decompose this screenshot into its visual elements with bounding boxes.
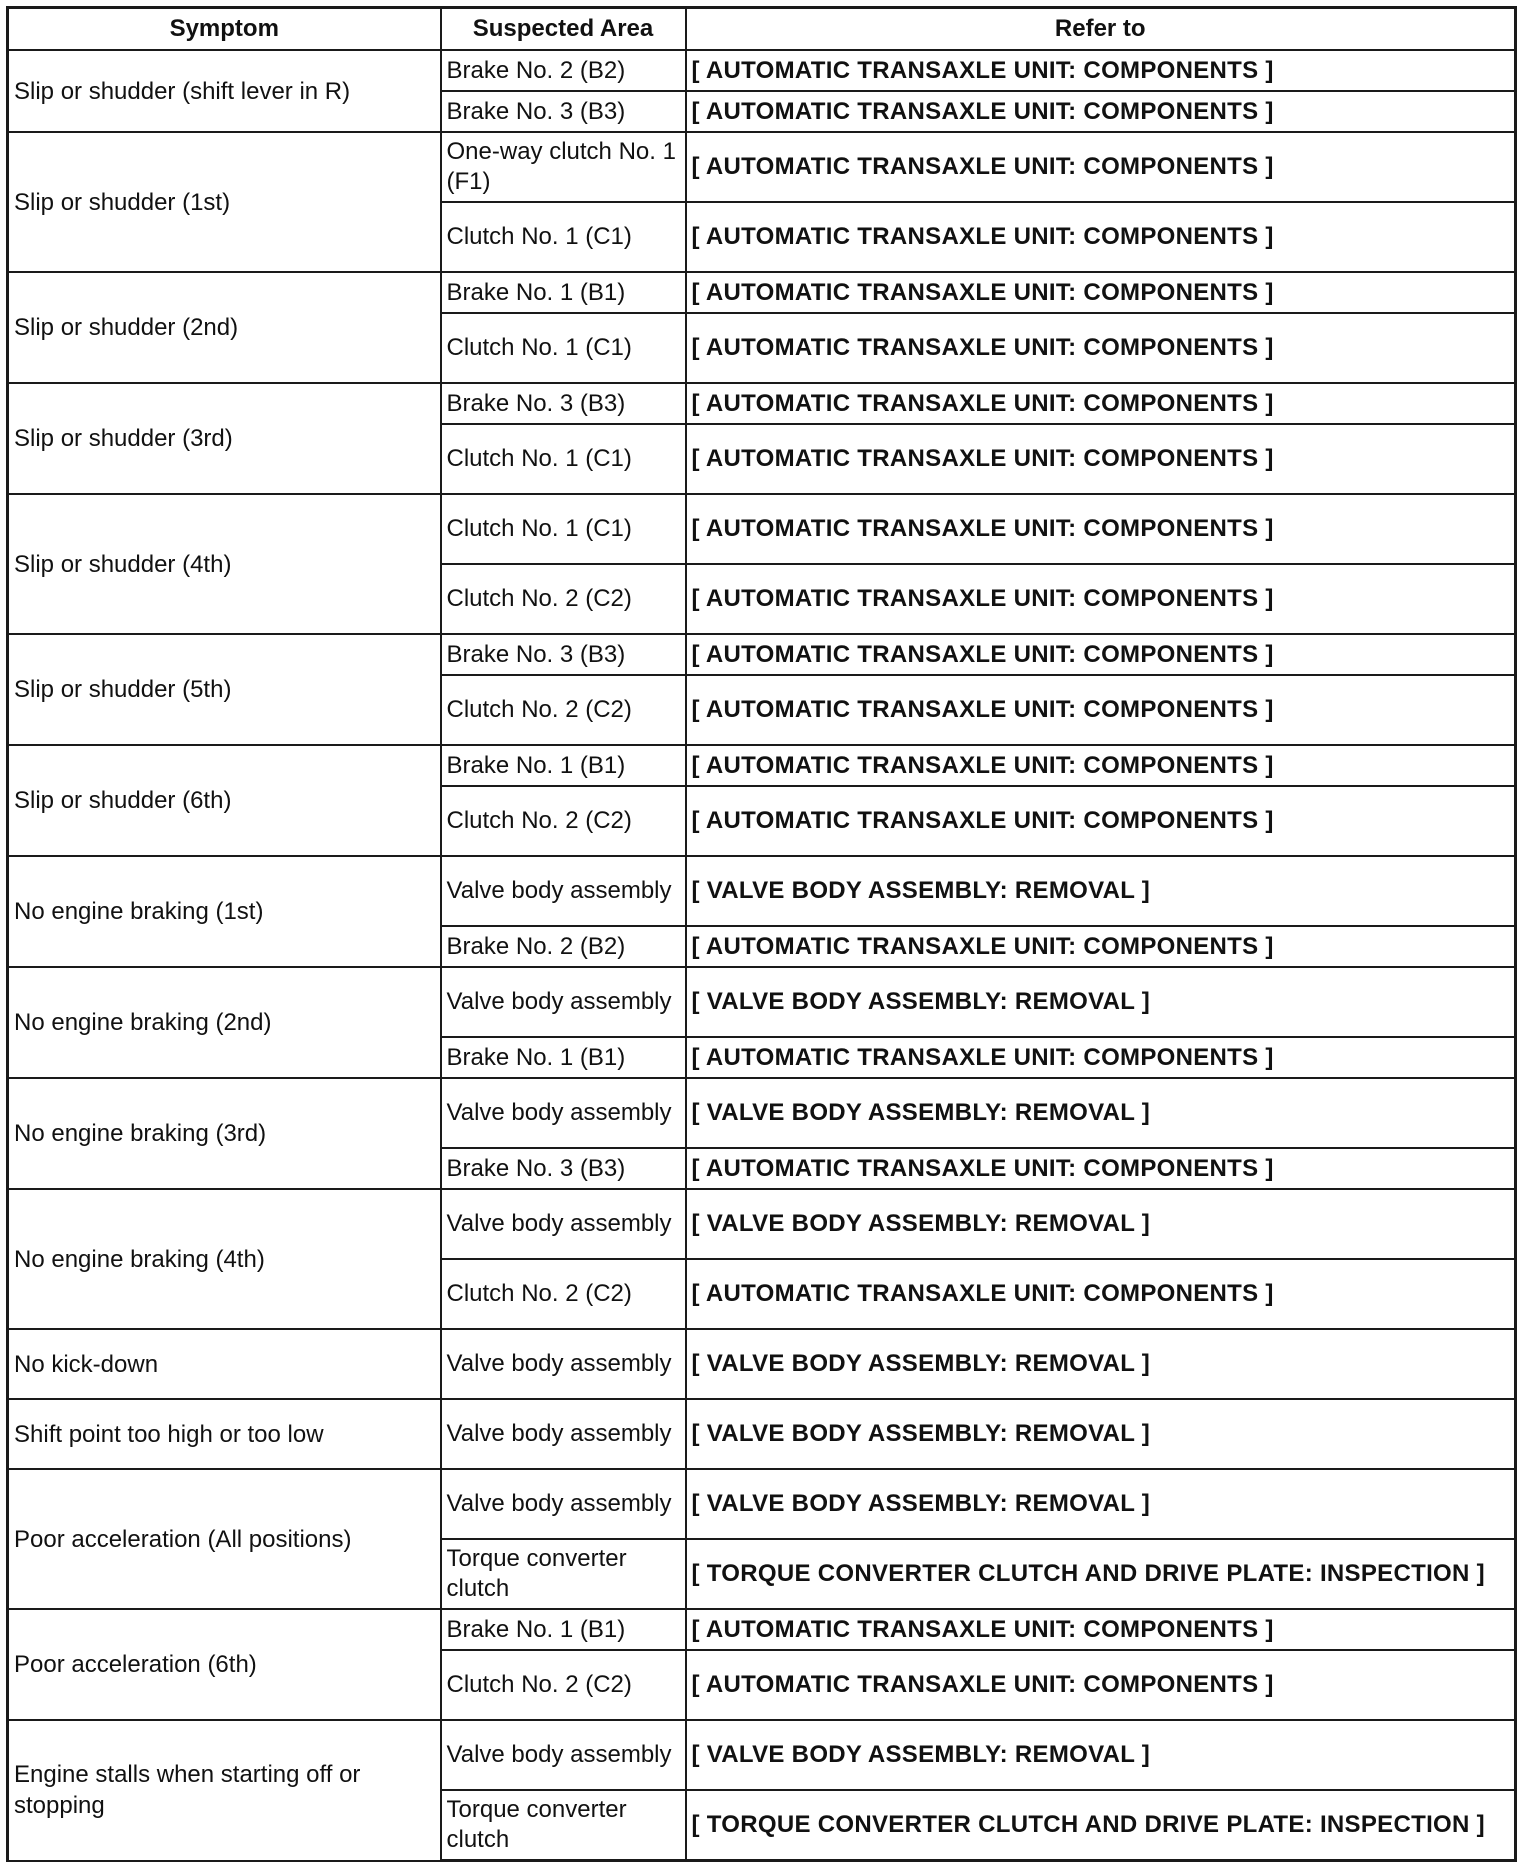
symptom-cell: Slip or shudder (5th) [8, 634, 441, 745]
refer-to-link[interactable]: [ AUTOMATIC TRANSAXLE UNIT: COMPONENTS ] [686, 202, 1516, 272]
refer-to-link[interactable]: [ TORQUE CONVERTER CLUTCH AND DRIVE PLATE: INSPECTION ] [686, 1790, 1516, 1861]
refer-to-link[interactable]: [ AUTOMATIC TRANSAXLE UNIT: COMPONENTS ] [686, 745, 1516, 786]
suspected-area-cell: Clutch No. 2 (C2) [441, 786, 686, 856]
suspected-area-cell: Clutch No. 2 (C2) [441, 564, 686, 634]
symptom-cell: Slip or shudder (3rd) [8, 383, 441, 494]
table-row [8, 1189, 1516, 1259]
refer-to-link[interactable]: [ AUTOMATIC TRANSAXLE UNIT: COMPONENTS ] [686, 1609, 1516, 1650]
refer-to-link[interactable]: [ VALVE BODY ASSEMBLY: REMOVAL ] [686, 1399, 1516, 1469]
refer-to-link[interactable]: [ VALVE BODY ASSEMBLY: REMOVAL ] [686, 967, 1516, 1037]
troubleshooting-table [6, 6, 1517, 1862]
symptom-cell: Slip or shudder (4th) [8, 494, 441, 634]
refer-to-link[interactable]: [ AUTOMATIC TRANSAXLE UNIT: COMPONENTS ] [686, 1650, 1516, 1720]
header-row [8, 8, 1516, 51]
header-refer-to: Refer to [686, 8, 1516, 51]
suspected-area-cell: Brake No. 3 (B3) [441, 383, 686, 424]
refer-to-link[interactable]: [ VALVE BODY ASSEMBLY: REMOVAL ] [686, 1329, 1516, 1399]
symptom-cell: Engine stalls when starting off or stopping [8, 1720, 441, 1861]
refer-to-link[interactable]: [ AUTOMATIC TRANSAXLE UNIT: COMPONENTS ] [686, 786, 1516, 856]
refer-to-link[interactable]: [ AUTOMATIC TRANSAXLE UNIT: COMPONENTS ] [686, 1148, 1516, 1189]
table-row [8, 1399, 1516, 1469]
suspected-area-cell: Brake No. 1 (B1) [441, 745, 686, 786]
refer-to-link[interactable]: [ AUTOMATIC TRANSAXLE UNIT: COMPONENTS ] [686, 494, 1516, 564]
symptom-cell: Poor acceleration (6th) [8, 1609, 441, 1720]
symptom-cell: Poor acceleration (All positions) [8, 1469, 441, 1609]
suspected-area-cell: Torque converter clutch [441, 1539, 686, 1609]
suspected-area-cell: Clutch No. 2 (C2) [441, 1259, 686, 1329]
table-row [8, 1329, 1516, 1399]
table-row [8, 272, 1516, 313]
suspected-area-cell: Brake No. 2 (B2) [441, 50, 686, 91]
suspected-area-cell: Clutch No. 1 (C1) [441, 424, 686, 494]
symptom-cell: No engine braking (1st) [8, 856, 441, 967]
refer-to-link[interactable]: [ AUTOMATIC TRANSAXLE UNIT: COMPONENTS ] [686, 564, 1516, 634]
table-row [8, 634, 1516, 675]
refer-to-link[interactable]: [ AUTOMATIC TRANSAXLE UNIT: COMPONENTS ] [686, 634, 1516, 675]
refer-to-link[interactable]: [ AUTOMATIC TRANSAXLE UNIT: COMPONENTS ] [686, 424, 1516, 494]
table-row [8, 856, 1516, 926]
refer-to-link[interactable]: [ AUTOMATIC TRANSAXLE UNIT: COMPONENTS ] [686, 675, 1516, 745]
table-row [8, 383, 1516, 424]
suspected-area-cell: Brake No. 1 (B1) [441, 272, 686, 313]
suspected-area-cell: Valve body assembly [441, 856, 686, 926]
refer-to-link[interactable]: [ AUTOMATIC TRANSAXLE UNIT: COMPONENTS ] [686, 926, 1516, 967]
refer-to-link[interactable]: [ AUTOMATIC TRANSAXLE UNIT: COMPONENTS ] [686, 50, 1516, 91]
symptom-cell: Shift point too high or too low [8, 1399, 441, 1469]
suspected-area-cell: Valve body assembly [441, 967, 686, 1037]
suspected-area-cell: Clutch No. 1 (C1) [441, 202, 686, 272]
symptom-cell: Slip or shudder (2nd) [8, 272, 441, 383]
suspected-area-cell: Brake No. 1 (B1) [441, 1037, 686, 1078]
table-row [8, 494, 1516, 564]
refer-to-link[interactable]: [ VALVE BODY ASSEMBLY: REMOVAL ] [686, 1720, 1516, 1790]
suspected-area-cell: Valve body assembly [441, 1078, 686, 1148]
table-row [8, 132, 1516, 202]
suspected-area-cell: Clutch No. 2 (C2) [441, 1650, 686, 1720]
suspected-area-cell: Brake No. 2 (B2) [441, 926, 686, 967]
refer-to-link[interactable]: [ VALVE BODY ASSEMBLY: REMOVAL ] [686, 1078, 1516, 1148]
suspected-area-cell: Clutch No. 1 (C1) [441, 313, 686, 383]
refer-to-link[interactable]: [ VALVE BODY ASSEMBLY: REMOVAL ] [686, 1189, 1516, 1259]
refer-to-link[interactable]: [ AUTOMATIC TRANSAXLE UNIT: COMPONENTS ] [686, 132, 1516, 202]
suspected-area-cell: Clutch No. 1 (C1) [441, 494, 686, 564]
suspected-area-cell: Clutch No. 2 (C2) [441, 675, 686, 745]
symptom-cell: Slip or shudder (shift lever in R) [8, 50, 441, 132]
table-body [8, 50, 1516, 1861]
refer-to-link[interactable]: [ VALVE BODY ASSEMBLY: REMOVAL ] [686, 1469, 1516, 1539]
symptom-cell: Slip or shudder (1st) [8, 132, 441, 272]
suspected-area-cell: Valve body assembly [441, 1399, 686, 1469]
symptom-cell: No engine braking (2nd) [8, 967, 441, 1078]
table-row [8, 745, 1516, 786]
refer-to-link[interactable]: [ AUTOMATIC TRANSAXLE UNIT: COMPONENTS ] [686, 383, 1516, 424]
suspected-area-cell: One-way clutch No. 1 (F1) [441, 132, 686, 202]
suspected-area-cell: Brake No. 1 (B1) [441, 1609, 686, 1650]
refer-to-link[interactable]: [ AUTOMATIC TRANSAXLE UNIT: COMPONENTS ] [686, 272, 1516, 313]
suspected-area-cell: Torque converter clutch [441, 1790, 686, 1861]
symptom-cell: No engine braking (3rd) [8, 1078, 441, 1189]
suspected-area-cell: Valve body assembly [441, 1720, 686, 1790]
refer-to-link[interactable]: [ AUTOMATIC TRANSAXLE UNIT: COMPONENTS ] [686, 91, 1516, 132]
table-row [8, 1078, 1516, 1148]
header-symptom: Symptom [8, 8, 441, 51]
suspected-area-cell: Brake No. 3 (B3) [441, 1148, 686, 1189]
refer-to-link[interactable]: [ AUTOMATIC TRANSAXLE UNIT: COMPONENTS ] [686, 1037, 1516, 1078]
header-suspected-area: Suspected Area [441, 8, 686, 51]
suspected-area-cell: Valve body assembly [441, 1469, 686, 1539]
symptom-cell: No engine braking (4th) [8, 1189, 441, 1329]
suspected-area-cell: Brake No. 3 (B3) [441, 634, 686, 675]
refer-to-link[interactable]: [ AUTOMATIC TRANSAXLE UNIT: COMPONENTS ] [686, 313, 1516, 383]
symptom-cell: No kick-down [8, 1329, 441, 1399]
table-row [8, 1469, 1516, 1539]
refer-to-link[interactable]: [ TORQUE CONVERTER CLUTCH AND DRIVE PLATE: INSPECTION ] [686, 1539, 1516, 1609]
symptom-cell: Slip or shudder (6th) [8, 745, 441, 856]
refer-to-link[interactable]: [ VALVE BODY ASSEMBLY: REMOVAL ] [686, 856, 1516, 926]
suspected-area-cell: Brake No. 3 (B3) [441, 91, 686, 132]
suspected-area-cell: Valve body assembly [441, 1329, 686, 1399]
refer-to-link[interactable]: [ AUTOMATIC TRANSAXLE UNIT: COMPONENTS ] [686, 1259, 1516, 1329]
table-row [8, 50, 1516, 91]
table-row [8, 967, 1516, 1037]
table-row [8, 1609, 1516, 1650]
suspected-area-cell: Valve body assembly [441, 1189, 686, 1259]
table-row [8, 1720, 1516, 1790]
